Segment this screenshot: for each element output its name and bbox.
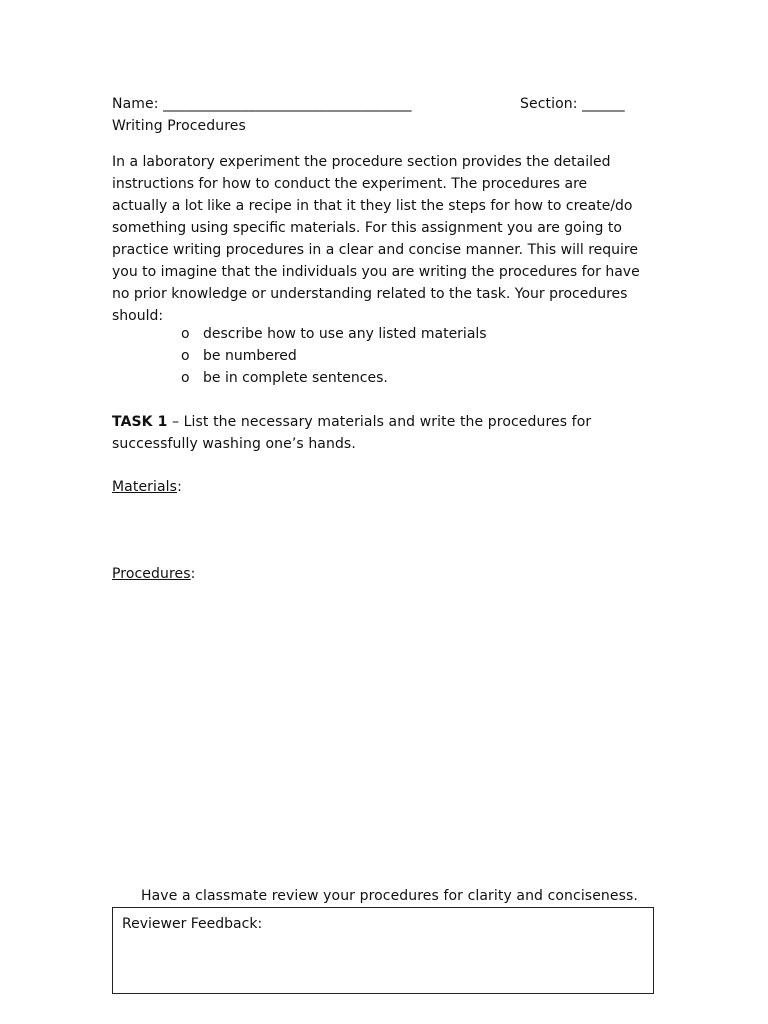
requirement-text: be in complete sentences.	[203, 370, 388, 386]
section-label: Section:	[520, 96, 578, 112]
worksheet-title: Writing Procedures	[112, 118, 246, 134]
materials-colon: :	[177, 479, 182, 495]
task-label: TASK 1	[112, 414, 168, 430]
reviewer-feedback-box[interactable]	[112, 907, 654, 994]
requirements-list	[181, 323, 487, 389]
requirement-text: describe how to use any listed materials	[203, 326, 487, 342]
name-label: Name:	[112, 96, 159, 112]
materials-label: Materials	[112, 479, 178, 495]
task-text: – List the necessary materials and write the procedures for	[167, 414, 592, 430]
intro-line: should:	[112, 308, 164, 324]
materials-heading	[112, 476, 182, 498]
intro-line: actually a lot like a recipe in that it they list the steps for how to create/do	[112, 198, 633, 214]
procedures-heading	[112, 563, 195, 585]
review-instruction: Have a classmate review your procedures for clarity and conciseness.	[141, 888, 638, 904]
intro-line: something using specific materials. For this assignment you are going to	[112, 220, 622, 236]
bullet-icon: o	[181, 348, 190, 364]
reviewer-feedback-label: Reviewer Feedback:	[122, 916, 263, 932]
intro-paragraph	[112, 151, 672, 327]
list-item	[181, 345, 487, 367]
procedures-label: Procedures	[112, 566, 191, 582]
list-item	[181, 367, 487, 389]
intro-line: practice writing procedures in a clear and concise manner. This will require	[112, 242, 638, 258]
list-item	[181, 323, 487, 345]
procedures-colon: :	[190, 566, 196, 582]
intro-line: instructions for how to conduct the experiment. The procedures are	[112, 176, 588, 192]
intro-line: no prior knowledge or understanding related to the task. Your procedures	[112, 286, 628, 302]
bullet-icon: o	[181, 370, 190, 386]
name-line	[112, 93, 412, 115]
section-line	[520, 93, 625, 115]
bullet-icon: o	[181, 326, 190, 342]
requirement-text: be numbered	[203, 348, 297, 364]
task-line-2: successfully washing one’s hands.	[112, 436, 356, 452]
name-blank[interactable]: ___________________________________	[163, 96, 412, 112]
intro-line: In a laboratory experiment the procedure section provides the detailed	[112, 154, 611, 170]
intro-line: you to imagine that the individuals you are writing the procedures for have	[112, 264, 640, 280]
section-blank[interactable]: ______	[582, 96, 625, 112]
task-line-1	[112, 411, 591, 433]
